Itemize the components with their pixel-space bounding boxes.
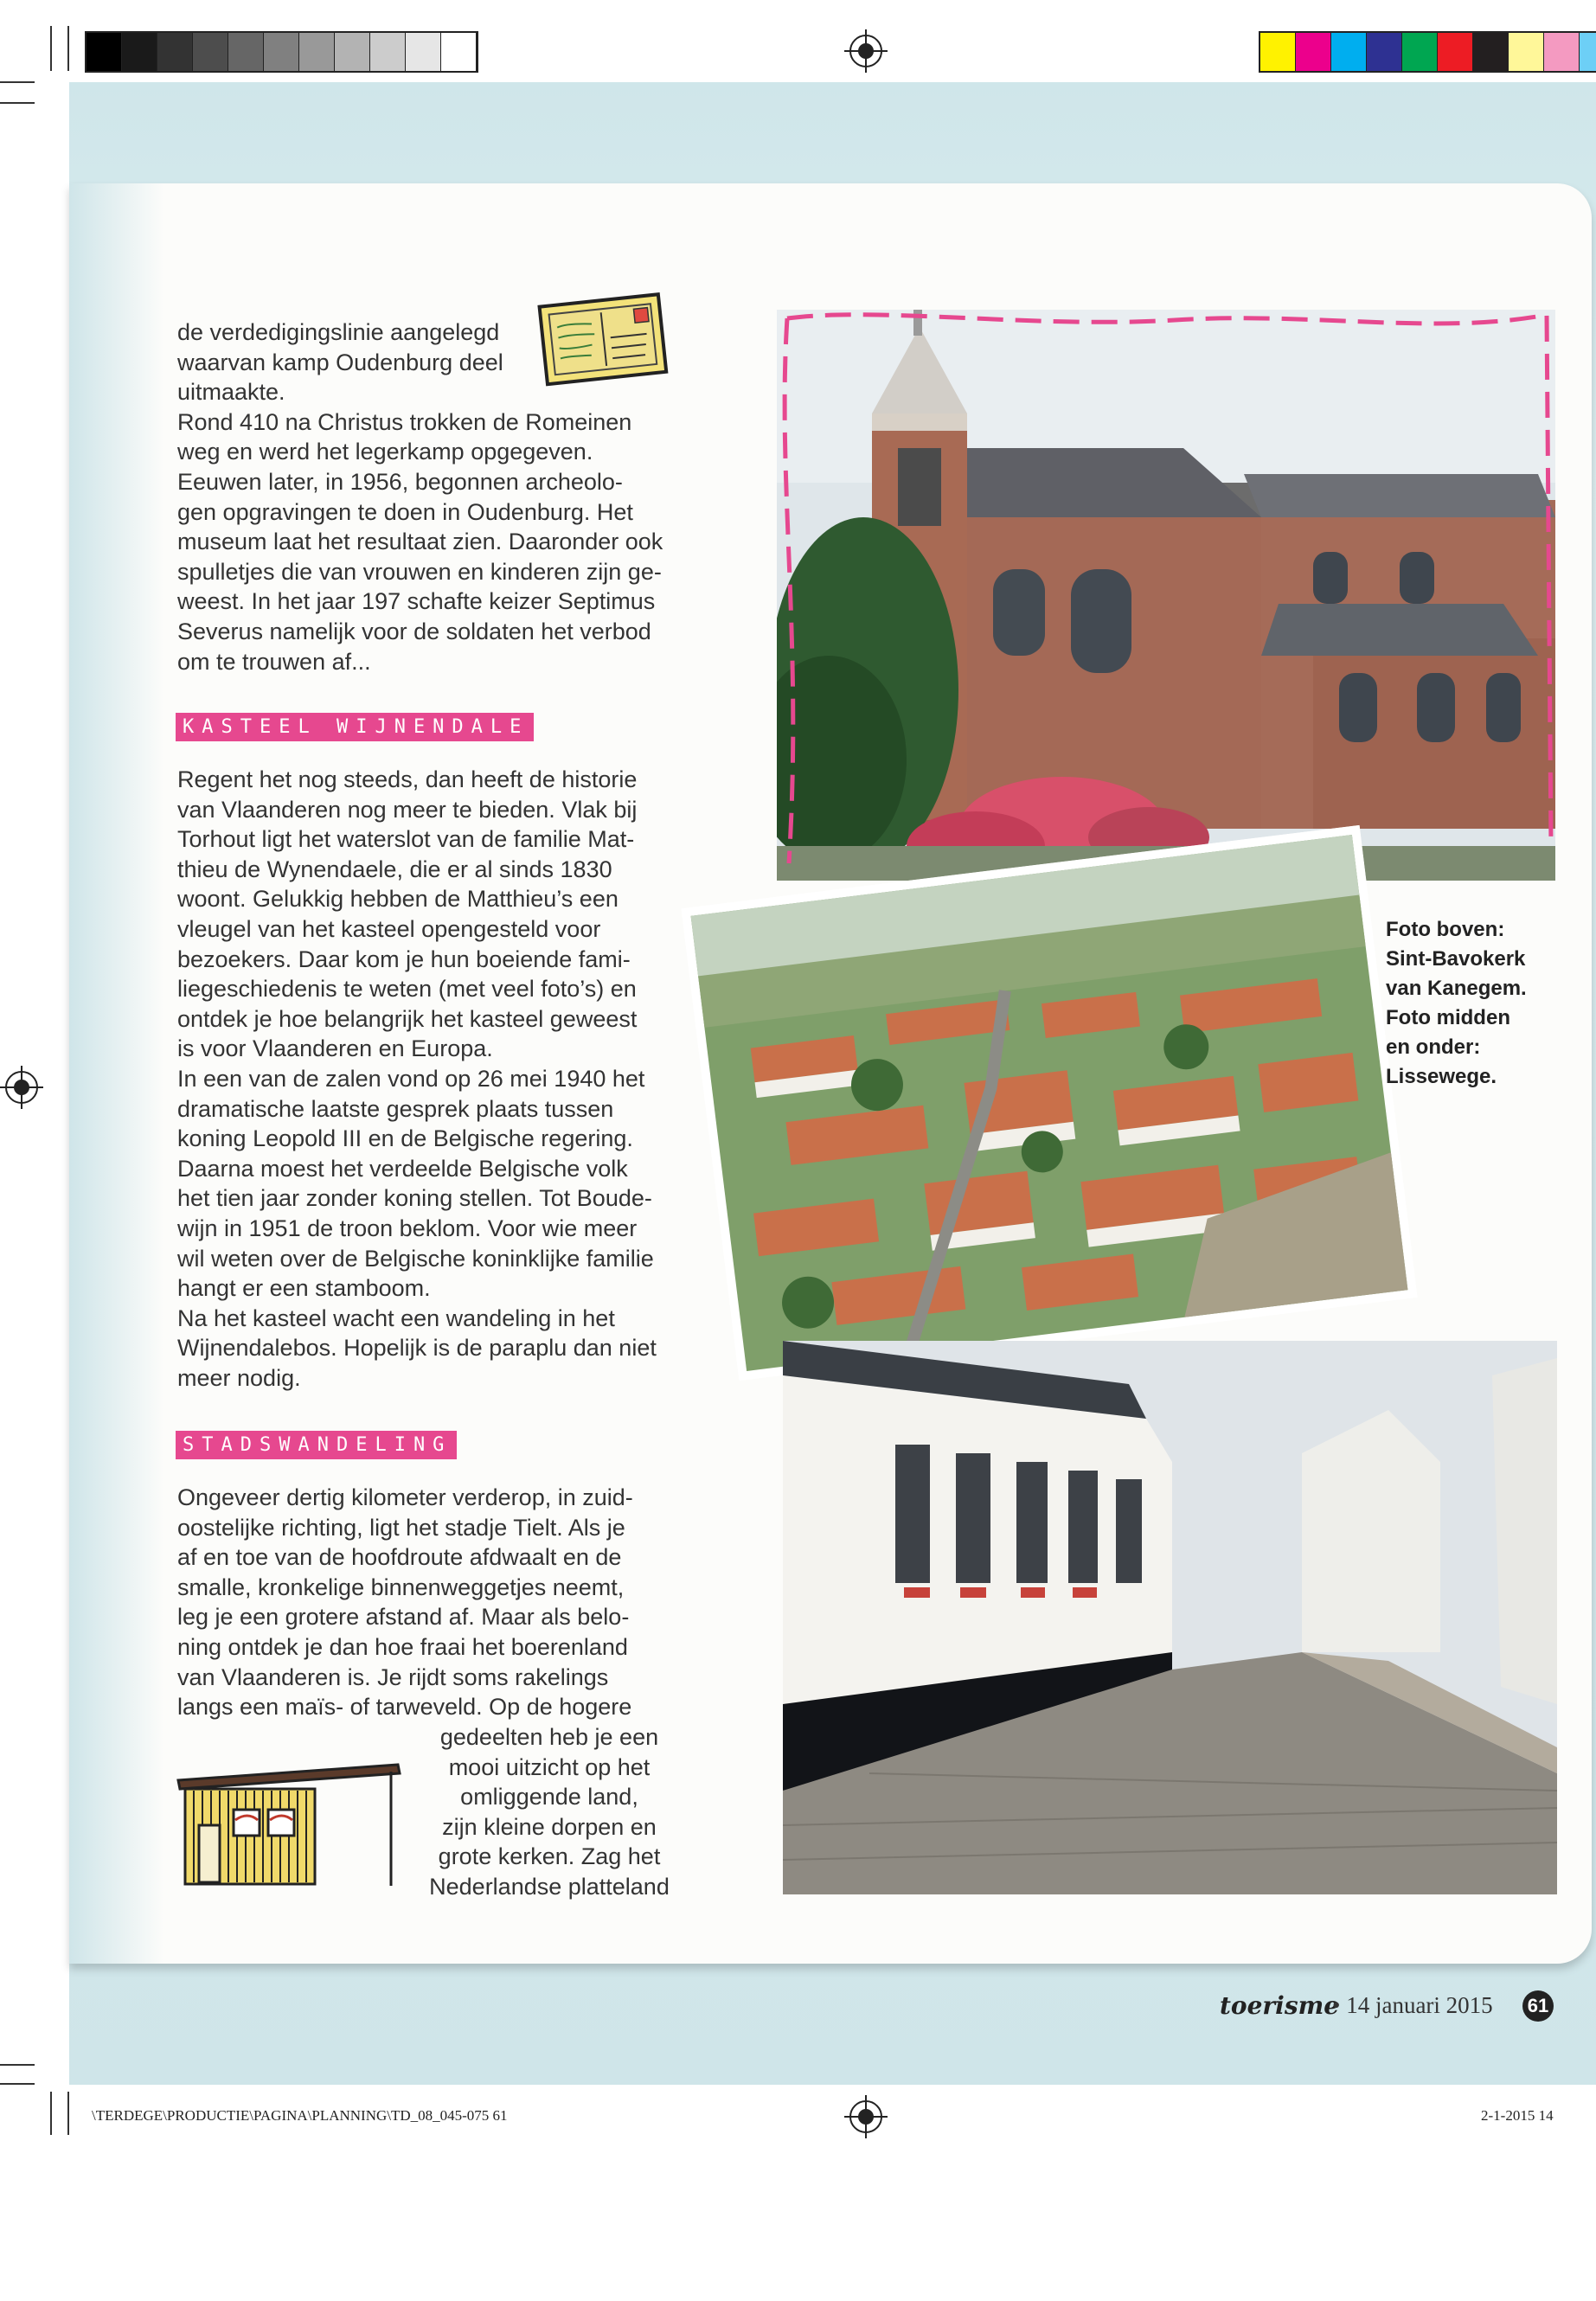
caption-line: van Kanegem.: [1386, 977, 1527, 1000]
text-line: zijn kleine dorpen en: [442, 1813, 657, 1840]
text-line: Rond 410 na Christus trokken de Romeinen: [177, 408, 632, 435]
color-bar: [1259, 31, 1596, 73]
caption-line: en onder:: [1386, 1035, 1481, 1059]
photo-caption: [1386, 915, 1527, 1092]
file-slug: \TERDEGE\PRODUCTIE\PAGINA\PLANNING\TD_08_045-075 61: [92, 2107, 508, 2124]
text-line: Na het kasteel wacht een wandeling in het: [177, 1304, 615, 1331]
section2-text-right: [402, 1722, 696, 1902]
section-heading-stadswandeling: STADSWANDELING: [176, 1431, 457, 1459]
text-line: om te trouwen af...: [177, 648, 371, 675]
text-line: gedeelten heb je een: [439, 1724, 659, 1750]
crop-mark: [0, 102, 35, 104]
text-line: grote kerken. Zag het: [438, 1843, 661, 1870]
text-line: wijn in 1951 de troon beklom. Voor wie meer: [177, 1215, 638, 1241]
crop-mark: [50, 26, 52, 71]
text-line: leg je een grotere afstand af. Maar als belo-: [177, 1604, 630, 1631]
text-line: ontdek je hoe belangrijk het kasteel geweest: [177, 1005, 638, 1032]
caption-line: Lissewege.: [1386, 1065, 1497, 1088]
crop-mark: [67, 2092, 69, 2135]
text-line: de verdedigingslinie aangelegd: [177, 319, 500, 345]
caption-line: Foto boven:: [1386, 918, 1505, 941]
text-line: Nederlandse platteland: [429, 1873, 670, 1900]
registration-mark: [849, 35, 882, 67]
text-line: wil weten over de Belgische koninklijke familie: [177, 1245, 654, 1272]
text-line: weg en werd het legerkamp opgegeven.: [177, 439, 593, 465]
text-line: Severus namelijk voor de soldaten het verbod: [177, 618, 651, 644]
text-line: Torhout ligt het waterslot van de familie Mat-: [177, 826, 635, 853]
text-line: Ongeveer dertig kilometer verderop, in zuid-: [177, 1484, 633, 1510]
text-line: af en toe van de hoofdroute afdwaalt en de: [177, 1544, 622, 1571]
text-line: mooi uitzicht op het: [448, 1753, 651, 1780]
issue-date: • 14 januari 2015: [1332, 1992, 1493, 2018]
registration-mark: [5, 1071, 38, 1104]
text-line: van Vlaanderen is. Je rijdt soms rakelings: [177, 1663, 609, 1690]
page-number: 61: [1522, 1990, 1554, 2022]
street-photo: [783, 1341, 1557, 1894]
text-line: museum laat het resultaat zien. Daaronder ook: [177, 529, 663, 555]
text-line: Regent het nog steeds, dan heeft de historie: [177, 766, 638, 792]
church-photo: [777, 310, 1555, 881]
text-line: bezoekers. Daar kom je hun boeiende fami-: [177, 945, 631, 972]
text-line: van Vlaanderen nog meer te bieden. Vlak bij: [177, 796, 638, 823]
crop-mark: [67, 26, 69, 71]
crop-mark: [0, 2064, 35, 2066]
section-heading-kasteel: KASTEEL WIJNENDALE: [176, 713, 534, 741]
slug-date: 2-1-2015 14: [1481, 2107, 1554, 2124]
text-line: ning ontdek je dan hoe fraai het boerenland: [177, 1633, 628, 1660]
text-line: smalle, kronkelige binnenweggetjes neemt,: [177, 1574, 625, 1600]
text-line: dramatische laatste gesprek plaats tussen: [177, 1095, 614, 1122]
caption-line: Foto midden: [1386, 1006, 1510, 1029]
text-line: uitmaakte.: [177, 379, 285, 406]
crop-mark: [50, 2092, 52, 2135]
text-line: liegeschiedenis te weten (met veel foto’s) en: [177, 976, 637, 1003]
text-line: In een van de zalen vond op 26 mei 1940 het: [177, 1065, 645, 1092]
text-line: hangt er een stamboom.: [177, 1275, 431, 1302]
aerial-village-photo: [681, 825, 1417, 1381]
text-line: is voor Vlaanderen en Europa.: [177, 1035, 493, 1062]
crop-mark: [0, 2083, 35, 2085]
intro-text: [177, 317, 696, 676]
text-line: het tien jaar zonder koning stellen. Tot Boude-: [177, 1185, 652, 1212]
hut-doodle: [173, 1756, 407, 1894]
text-line: waarvan kamp Oudenburg deel: [177, 349, 503, 375]
sheet-fade: [69, 183, 164, 1964]
text-line: Wijnendalebos. Hopelijk is de paraplu dan niet: [177, 1335, 657, 1362]
text-line: gen opgravingen te doen in Oudenburg. Het: [177, 498, 633, 525]
text-line: omliggende land,: [460, 1784, 638, 1811]
registration-mark: [849, 2100, 882, 2133]
text-line: langs een maïs- of tarweveld. Op de hogere: [177, 1694, 632, 1721]
text-line: Daarna moest het verdeelde Belgische volk: [177, 1155, 628, 1182]
text-line: weest. In het jaar 197 schafte keizer Septimus: [177, 588, 656, 615]
text-line: vleugel van het kasteel opengesteld voor: [177, 915, 601, 942]
text-line: Eeuwen later, in 1956, begonnen archeolo-: [177, 468, 623, 495]
crop-mark: [0, 81, 35, 83]
text-line: thieu de Wynendaele, die er al sinds 1830: [177, 856, 612, 882]
pink-dashed-border: [777, 310, 1555, 881]
text-line: woont. Gelukkig hebben de Matthieu’s een: [177, 886, 619, 913]
section2-text: [177, 1483, 696, 1722]
magazine-brand: toerisme: [1220, 1991, 1340, 2020]
text-line: oostelijke richting, ligt het stadje Tielt. Als je: [177, 1514, 625, 1541]
grayscale-bar: [85, 31, 478, 73]
caption-line: Sint-Bavokerk: [1386, 947, 1526, 971]
text-line: meer nodig.: [177, 1364, 301, 1391]
text-line: koning Leopold III en de Belgische regering.: [177, 1125, 633, 1152]
section1-text: [177, 765, 696, 1393]
text-line: spulletjes die van vrouwen en kinderen zijn ge-: [177, 558, 662, 585]
